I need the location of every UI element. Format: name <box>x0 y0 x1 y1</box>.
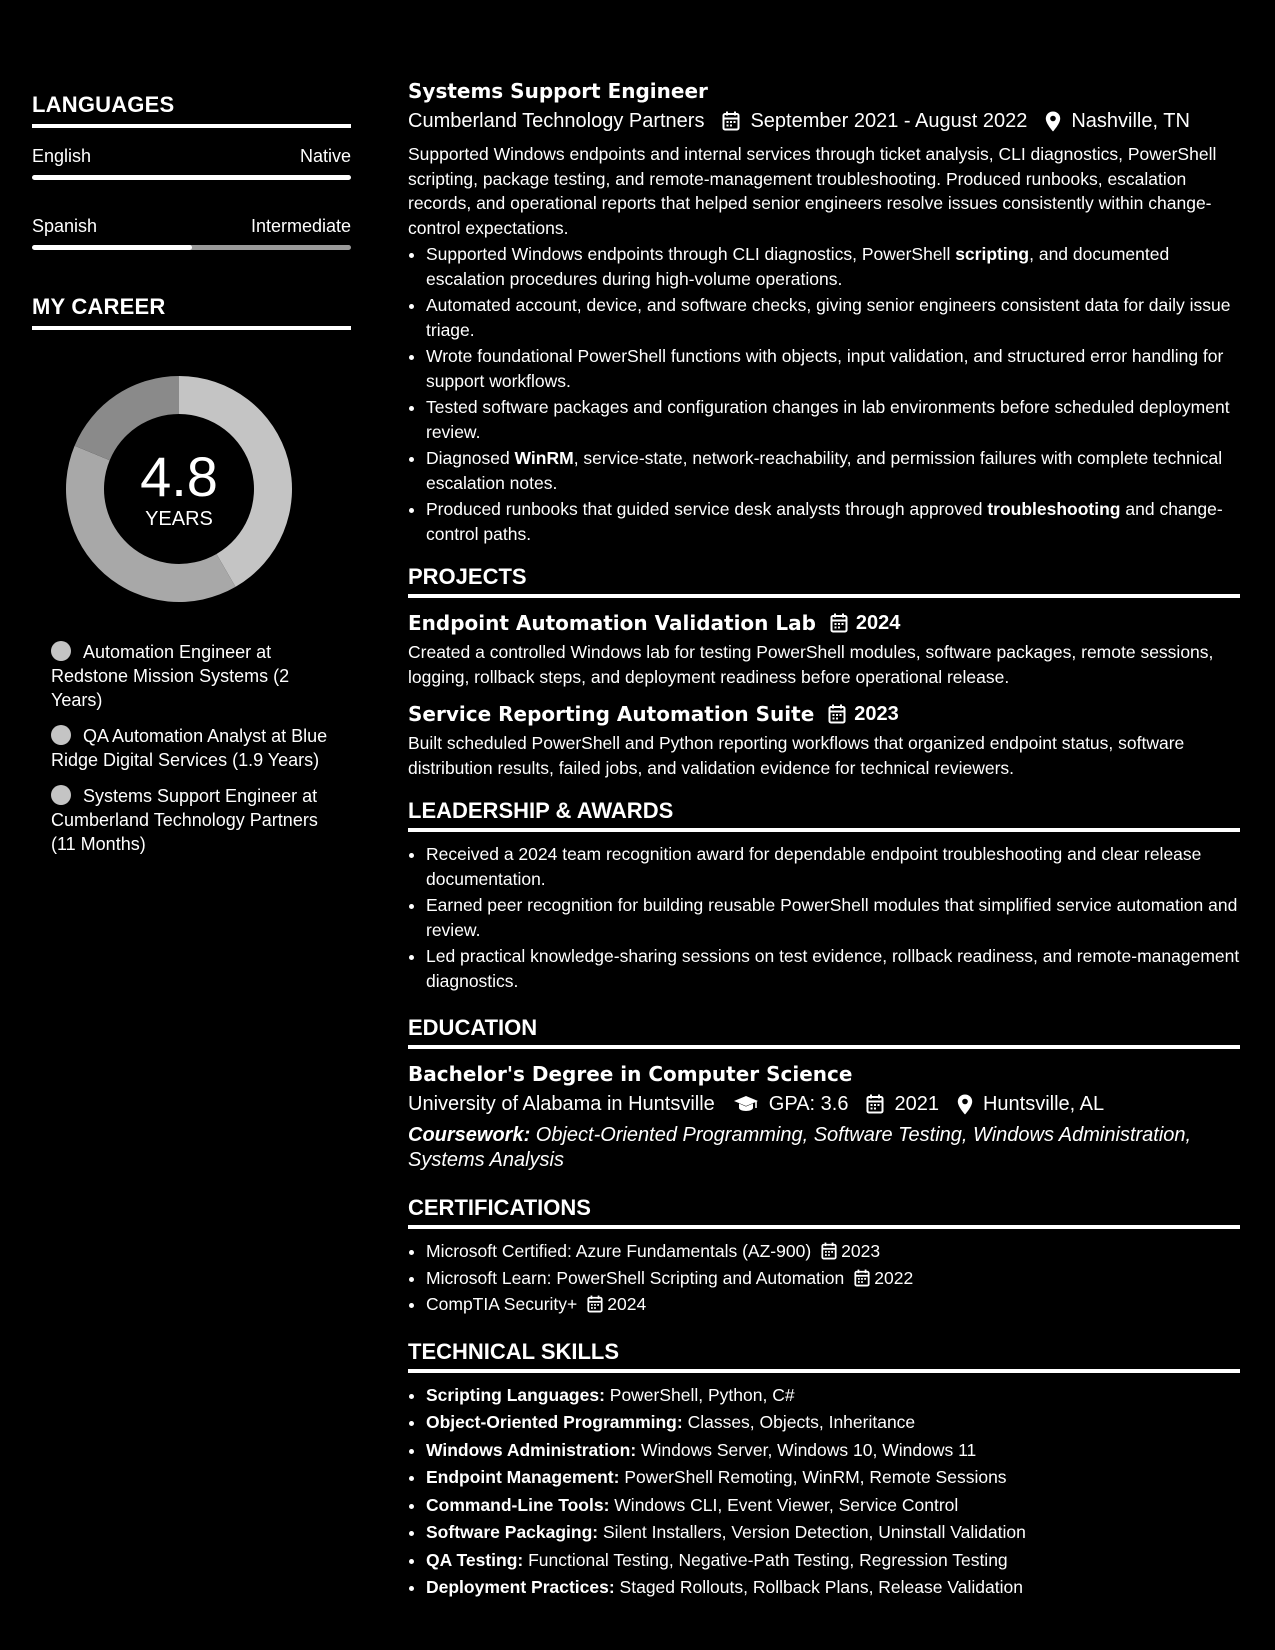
job-summary: Supported Windows endpoints and internal services through ticket analysis, CLI diagnostics, PowerShell scripting, package testing, and remote-management troubleshooting. Produced runbooks, escalation records, and operational reports that helped senior engineers resolve issues consistently within change-control expectations. <box>408 144 1217 238</box>
skills-list <box>408 1383 1240 1600</box>
location-pin-icon <box>1045 111 1061 132</box>
certification-item <box>426 1239 1240 1264</box>
skill-value: Windows CLI, Event Viewer, Service Control <box>609 1494 959 1515</box>
calendar-icon <box>587 1295 603 1313</box>
career-donut-chart <box>64 374 294 604</box>
job-bullet: • Automated account, device, and software checks, giving senior engineers consistent data for daily issue triage. <box>426 293 1240 342</box>
skill-label: Software Packaging: <box>426 1522 599 1542</box>
job-dates: September 2021 - August 2022 <box>750 110 1028 132</box>
certifications-heading: CERTIFICATIONS <box>408 1195 1240 1229</box>
project-title-row <box>408 699 1240 729</box>
skill-item <box>426 1438 1240 1463</box>
career-total-years: 4.8 <box>140 444 218 508</box>
skill-value: Silent Installers, Version Detection, Uninstall Validation <box>598 1522 1026 1542</box>
calendar-icon <box>830 613 848 633</box>
project-year: 2023 <box>854 703 899 725</box>
skill-label: Scripting Languages: <box>426 1384 605 1405</box>
education-entry <box>408 1059 1240 1173</box>
skill-item <box>426 1493 1240 1518</box>
bullet-text: , and documented escalation procedures during high-volume operations. <box>426 244 1170 289</box>
calendar-icon <box>866 1094 884 1114</box>
leadership-item: • Led practical knowledge-sharing sessions on test evidence, rollback readiness, and remote-management diagnostics. <box>426 944 1240 993</box>
skill-value: PowerShell Remoting, WinRM, Remote Sessions <box>619 1467 1007 1487</box>
language-english <box>32 144 351 180</box>
career-legend-label: Automation Engineer at Redstone Mission Systems (2 Years) <box>51 642 290 710</box>
graduation-cap-icon <box>733 1095 759 1113</box>
job-meta <box>408 106 1240 136</box>
languages-heading: LANGUAGES <box>32 92 351 128</box>
projects-heading: PROJECTS <box>408 564 1240 598</box>
skill-label: QA Testing: <box>426 1549 524 1570</box>
skill-item <box>426 1465 1240 1490</box>
education-heading: EDUCATION <box>408 1015 1240 1049</box>
job-bullets <box>408 242 1240 546</box>
language-name: Spanish <box>32 216 98 236</box>
language-name: English <box>32 146 92 166</box>
language-level: Native <box>299 146 351 166</box>
job-bullet: • Wrote foundational PowerShell functions with objects, input validation, and structured error handling for support workflows. <box>426 344 1240 393</box>
leadership-item: • Received a 2024 team recognition award for dependable endpoint troubleshooting and clear release documentation. <box>426 842 1240 891</box>
bullet-text: , service-state, network-reachability, and permission failures with complete technical escalation notes. <box>426 448 1223 493</box>
skill-value: Windows Server, Windows 10, Windows 11 <box>636 1439 977 1460</box>
skill-value: Classes, Objects, Inheritance <box>682 1412 916 1432</box>
legend-dot-icon <box>51 641 71 661</box>
certification-name: • Microsoft Certified: Azure Fundamentals (AZ-900) <box>426 1241 812 1261</box>
skill-value: PowerShell, Python, C# <box>604 1384 795 1405</box>
skill-value: Staged Rollouts, Rollback Plans, Release Validation <box>614 1577 1023 1597</box>
job-entry <box>408 76 1240 546</box>
calendar-icon <box>821 1242 837 1260</box>
certifications-list <box>408 1239 1240 1317</box>
project-title-row <box>408 608 1240 638</box>
skill-item <box>426 1548 1240 1573</box>
calendar-icon <box>828 704 846 724</box>
education-location: Huntsville, AL <box>982 1093 1105 1115</box>
education-degree: Bachelor's Degree in Computer Science <box>408 1062 853 1086</box>
job-company: Cumberland Technology Partners <box>408 110 705 132</box>
legend-dot-icon <box>51 725 71 745</box>
job-bullet <box>426 497 1240 546</box>
calendar-icon <box>854 1269 870 1287</box>
career-heading: MY CAREER <box>32 294 351 330</box>
project-description: Created a controlled Windows lab for testing PowerShell modules, software packages, remote sessions, logging, rollback steps, and deployment readiness before operational release. <box>408 642 1214 687</box>
certification-name: • Microsoft Learn: PowerShell Scripting and Automation <box>426 1267 845 1288</box>
certification-year: 2022 <box>874 1267 914 1288</box>
education-gpa: GPA: 3.6 <box>768 1093 849 1115</box>
language-proficiency-bar <box>32 175 351 180</box>
skill-item <box>426 1575 1240 1600</box>
career-legend-item <box>51 724 341 772</box>
career-legend-label: QA Automation Analyst at Blue Ridge Digital Services (1.9 Years) <box>51 726 328 770</box>
skill-label: Endpoint Management: <box>426 1467 620 1487</box>
project-title: Endpoint Automation Validation Lab <box>408 611 816 635</box>
coursework-list: Object-Oriented Programming, Software Testing, Windows Administration, Systems Analysis <box>408 1124 1192 1171</box>
education-meta <box>408 1089 1240 1119</box>
career-legend-label: Systems Support Engineer at Cumberland Technology Partners (11 Months) <box>51 786 318 854</box>
skill-item <box>426 1520 1240 1545</box>
certification-item <box>426 1266 1240 1291</box>
skill-value: Functional Testing, Negative-Path Testing, Regression Testing <box>523 1549 1008 1570</box>
bullet-text: Produced runbooks that guided service desk analysts through approved <box>426 499 988 519</box>
main-content <box>408 76 1240 1603</box>
career-legend-item <box>51 784 341 856</box>
skill-label: Deployment Practices: <box>426 1577 615 1597</box>
career-legend <box>32 640 351 856</box>
language-proficiency-bar <box>32 245 351 250</box>
education-school: University of Alabama in Huntsville <box>408 1093 715 1115</box>
job-bullet <box>426 242 1240 291</box>
skill-item <box>426 1410 1240 1435</box>
job-title: Systems Support Engineer <box>408 79 708 103</box>
language-proficiency-fill <box>32 245 192 250</box>
language-level: Intermediate <box>250 216 351 236</box>
sidebar <box>32 92 351 868</box>
job-location: Nashville, TN <box>1071 110 1190 132</box>
leadership-item: • Earned peer recognition for building reusable PowerShell modules that simplified service automation and review. <box>426 893 1240 942</box>
bullet-keyword: troubleshooting <box>987 499 1121 519</box>
bullet-text: Supported Windows endpoints through CLI diagnostics, PowerShell <box>426 244 956 264</box>
education-year: 2021 <box>894 1093 939 1115</box>
bullet-text: Diagnosed <box>426 448 515 468</box>
leadership-list <box>408 842 1240 993</box>
skills-heading: TECHNICAL SKILLS <box>408 1339 1240 1373</box>
skill-item <box>426 1383 1240 1408</box>
skill-label: Object-Oriented Programming: <box>426 1412 683 1432</box>
career-legend-item <box>51 640 341 712</box>
leadership-heading: LEADERSHIP & AWARDS <box>408 798 1240 832</box>
certification-year: 2024 <box>607 1294 647 1314</box>
language-spanish <box>32 214 351 250</box>
project-item <box>408 699 1240 780</box>
certification-name: • CompTIA Security+ <box>426 1294 578 1314</box>
career-total-unit: YEARS <box>145 507 213 530</box>
legend-dot-icon <box>51 785 71 805</box>
job-bullet: • Tested software packages and configuration changes in lab environments before scheduled deployment review. <box>426 395 1240 444</box>
coursework-label: Coursework: <box>408 1124 531 1146</box>
education-coursework <box>408 1123 1240 1173</box>
bullet-keyword: WinRM <box>514 448 574 468</box>
skill-label: Command-Line Tools: <box>426 1494 610 1515</box>
project-item <box>408 608 1240 689</box>
job-bullet <box>426 446 1240 495</box>
project-title: Service Reporting Automation Suite <box>408 702 815 726</box>
project-description: Built scheduled PowerShell and Python reporting workflows that organized endpoint status, software distribution results, failed jobs, and validation evidence for technical reviewers. <box>408 733 1185 778</box>
certification-item <box>426 1292 1240 1317</box>
location-pin-icon <box>957 1094 973 1115</box>
bullet-text: and change-control paths. <box>426 499 1223 544</box>
certification-year: 2023 <box>841 1241 881 1261</box>
calendar-icon <box>722 111 740 131</box>
project-year: 2024 <box>855 612 901 634</box>
language-proficiency-fill <box>32 175 351 180</box>
bullet-keyword: scripting <box>955 244 1030 264</box>
skill-label: Windows Administration: <box>426 1439 637 1460</box>
